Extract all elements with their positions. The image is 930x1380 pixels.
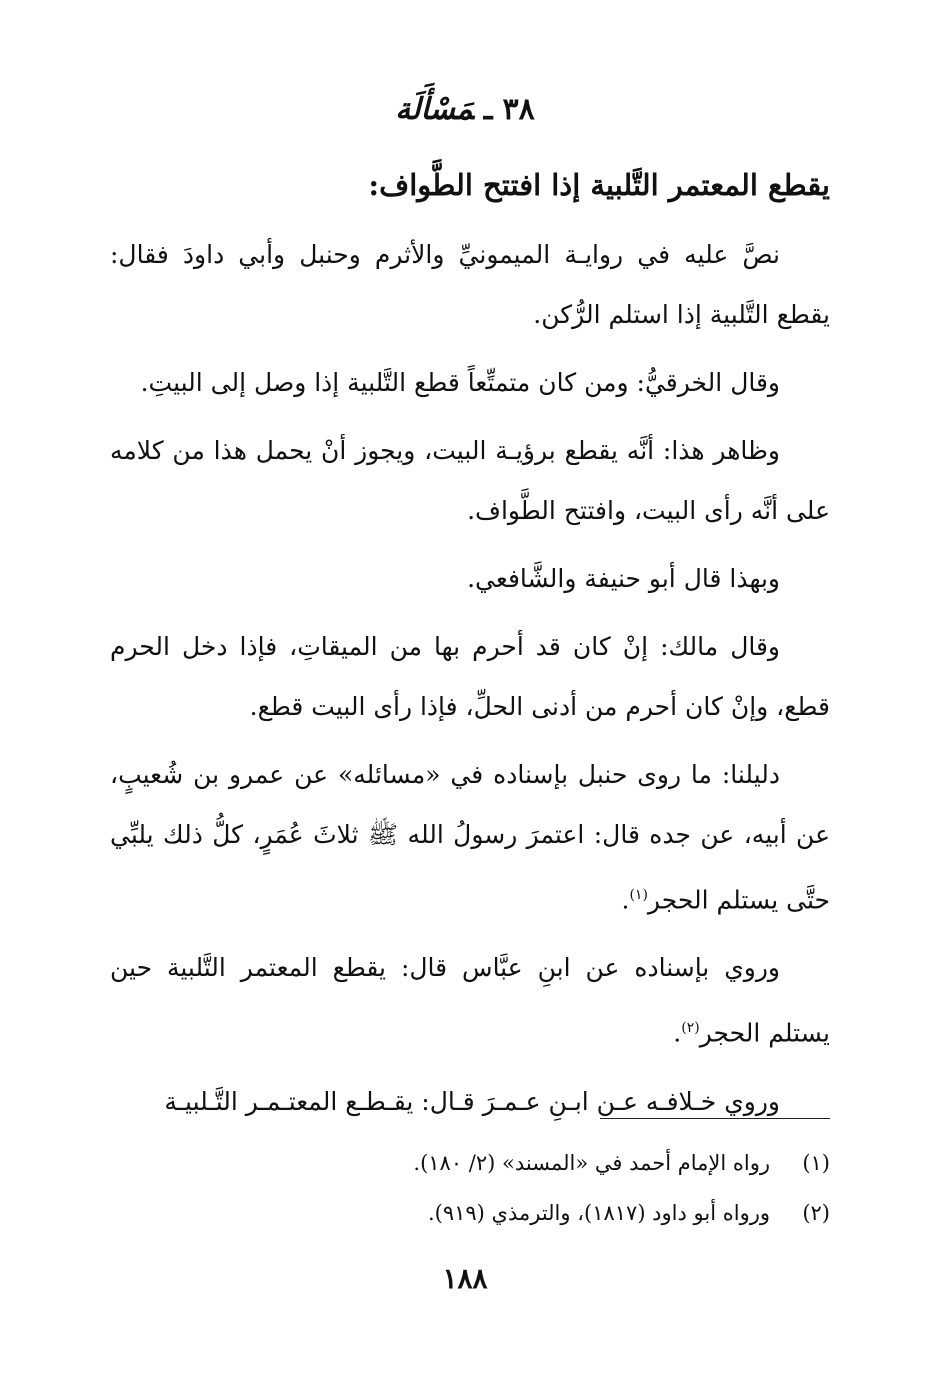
footnote-number: (١) [802, 1151, 830, 1175]
paragraph-ibn-abbas [110, 938, 830, 1063]
footnote-divider [600, 1118, 830, 1119]
footnote-ref-2[interactable]: (٢) [681, 1020, 700, 1037]
issue-number: ٣٨ [502, 92, 535, 127]
paragraph-ibn-umar: وروي خـلافـه عـن ابـنِ عـمـرَ قـال: يقـطـع المعتـمـر التَّـلبيـة [164, 1086, 780, 1116]
paragraph-nass: نصَّ عليه في روايـة الميمونيِّ والأثرم وحنبل وأبي داودَ فقال: يقطع التَّلبية إذا استلم الرُّكن. [110, 240, 830, 329]
paragraph-dalil [110, 745, 830, 930]
dalil-text: دليلنا: ما روى حنبل بإسناده في «مسائله» عن عمرو بن شُعيبٍ، عن أبيه، عن جده قال: اعتمرَ رسولُ الله ﷺ ثلاثَ عُمَرٍ، كلُّ ذلك يلبِّي حتَّى يستلم الحجر [110, 760, 830, 915]
ibn-abbas-text: وروي بإسناده عن ابنِ عبَّاس قال: يقطع المعتمر التَّلبية حين يستلم الحجر [110, 953, 830, 1048]
paragraph-khiraqi: وقال الخرقيُّ: ومن كان متمتِّعاً قطع التَّلبية إذا وصل إلى البيتِ. [140, 368, 780, 397]
footnote-text: ورواه أبو داود (١٨١٧)، والترمذي (٩١٩). [427, 1201, 770, 1225]
issue-subheading: يقطع المعتمر التَّلبية إذا افتتح الطَّواف: [368, 168, 830, 202]
paragraph-abu-hanifa: وبهذا قال أبو حنيفة والشَّافعي. [467, 564, 780, 593]
footnotes [110, 1138, 830, 1238]
paragraph-malik: وقال مالك: إنْ كان قد أحرم بها من الميقاتِ، فإذا دخل الحرم قطع، وإنْ كان أحرم من أدنى الحلِّ، فإذا رأى البيت قطع. [110, 632, 830, 721]
page-number: ١٨٨ [442, 1262, 488, 1295]
body-text [110, 225, 830, 1140]
footnote-text: رواه الإمام أحمد في «المسند» (٢/ ١٨٠). [413, 1151, 770, 1175]
dalil-end: . [621, 885, 630, 915]
issue-heading [0, 92, 930, 127]
footnote-number: (٢) [802, 1201, 830, 1225]
paragraph-zahir: وظاهر هذا: أنَّه يقطع برؤيـة البيت، ويجوز أنْ يحمل هذا من كلامه على أنَّه رأى البيت، وافتتح الطَّواف. [110, 436, 830, 525]
footnote-ref-1[interactable]: (١) [629, 887, 648, 903]
footnote-item [110, 1138, 830, 1188]
ibn-abbas-end: . [673, 1018, 682, 1048]
footnote-item [110, 1188, 830, 1238]
heading-separator: ـ [483, 92, 493, 127]
issue-title: مَسْأَلَة [395, 92, 474, 127]
